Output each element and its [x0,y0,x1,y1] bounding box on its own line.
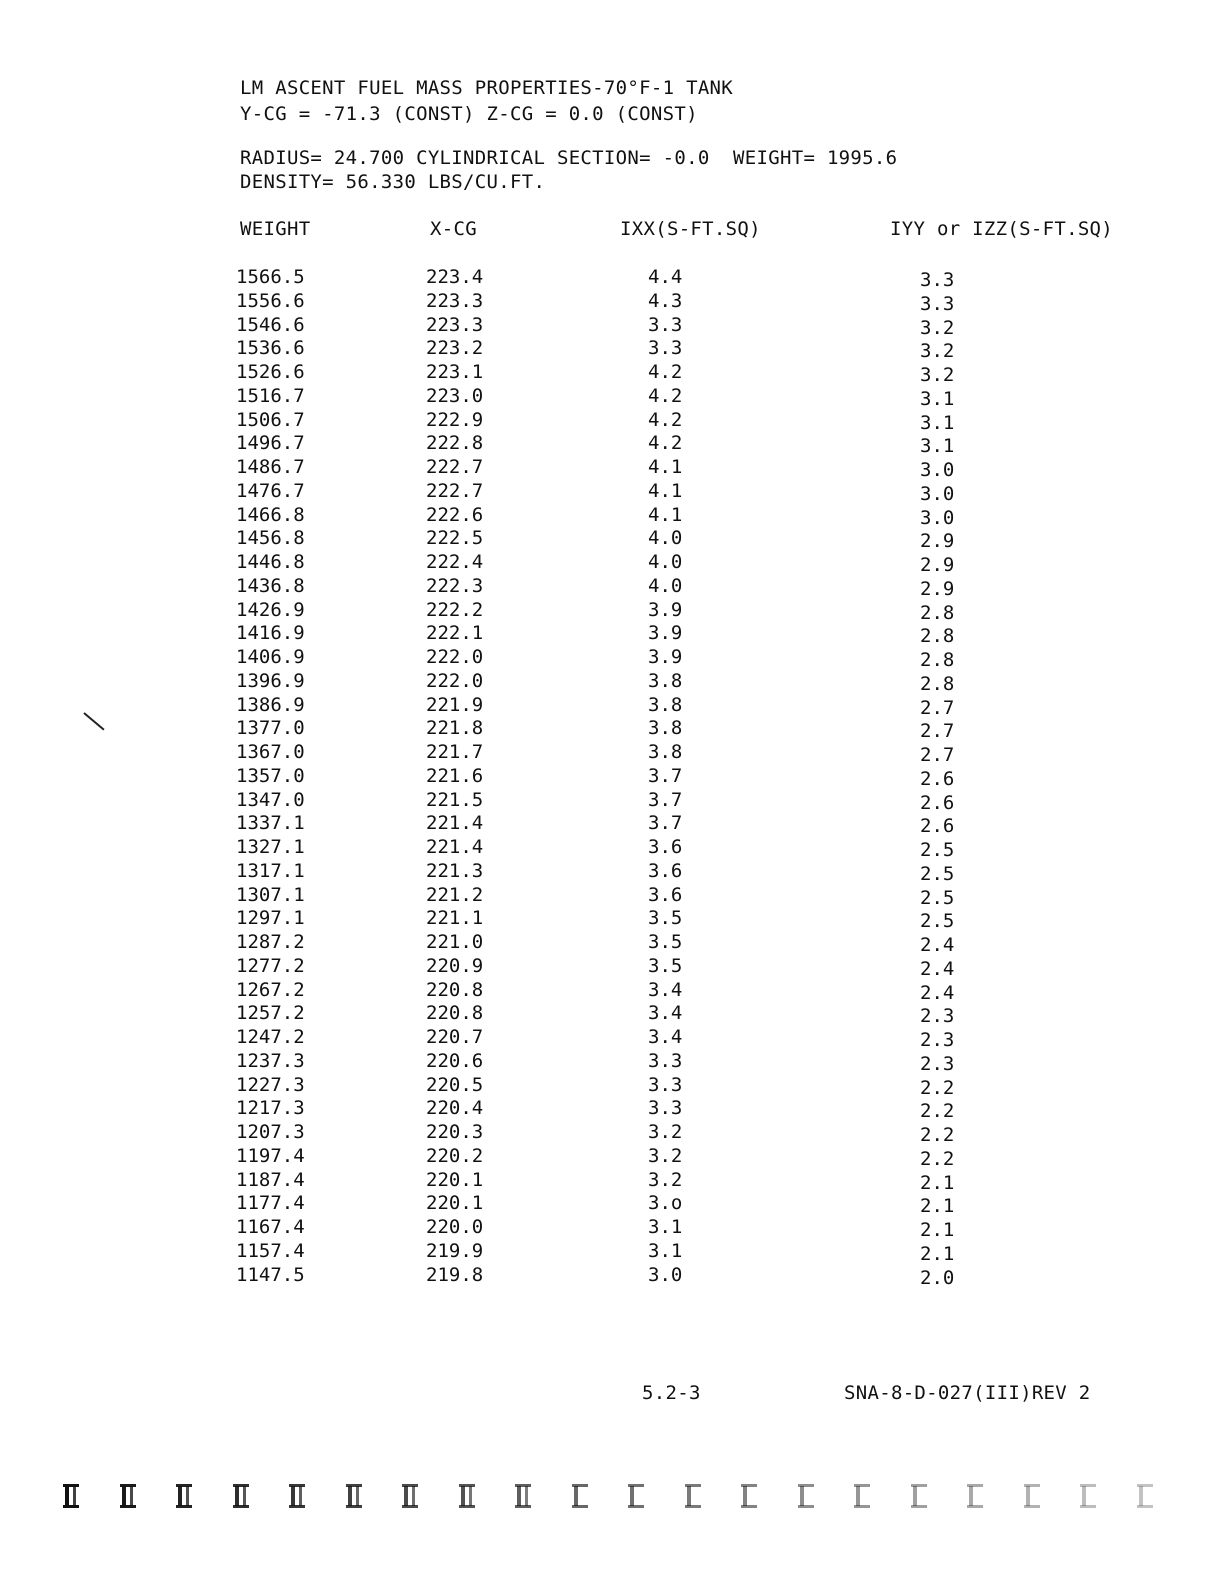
cell-weight: 1416.9 [236,622,305,645]
cell-weight: 1466.8 [236,503,305,526]
cell-iyy: 2.2 [920,1100,955,1123]
cell-weight: 1357.0 [236,764,305,787]
cell-iyy: 2.8 [920,672,955,695]
cell-weight: 1456.8 [236,527,305,550]
cell-xcg: 220.7 [426,1026,484,1048]
scan-mark-icon [797,1482,815,1510]
cell-weight: 1536.6 [236,337,305,360]
cell-ixx: 3.9 [648,646,683,668]
parameters-line-density: DENSITY= 56.330 LBS/CU.FT. [240,171,546,193]
table-row [0,907,1220,931]
table-row [0,361,1220,385]
cell-weight: 1406.9 [236,646,305,668]
cell-ixx: 4.1 [648,479,683,502]
table-row [0,884,1220,908]
cell-weight: 1277.2 [236,954,305,977]
cell-ixx: 3.4 [648,1002,683,1025]
cell-ixx: 3.2 [648,1168,683,1191]
cell-weight: 1526.6 [236,361,305,383]
scan-mark-icon [62,1482,80,1510]
cell-ixx: 3.6 [648,883,683,906]
cell-ixx: 3.3 [648,313,683,336]
cell-xcg: 221.1 [426,907,484,930]
cell-xcg: 222.8 [426,432,484,455]
table-row [0,314,1220,338]
cell-weight: 1496.7 [236,432,305,455]
cell-weight: 1267.2 [236,978,305,1001]
cell-iyy: 2.4 [920,981,955,1004]
cell-ixx: 4.1 [648,503,683,526]
scan-mark-icon [345,1482,363,1510]
cell-iyy: 3.1 [920,411,955,434]
cell-weight: 1187.4 [236,1168,305,1191]
table-row [0,1240,1220,1264]
cell-weight: 1167.4 [236,1216,305,1238]
cell-xcg: 222.7 [426,479,484,502]
cell-weight: 1237.3 [236,1049,305,1072]
cell-xcg: 222.0 [426,646,484,668]
table-row [0,1026,1220,1050]
cell-ixx: 4.2 [648,384,683,407]
cell-ixx: 3.8 [648,669,683,692]
cell-ixx: 3.3 [648,1073,683,1096]
cell-xcg: 222.9 [426,408,484,431]
cell-ixx: 3.4 [648,1026,683,1048]
scan-mark-icon [232,1482,250,1510]
page-number: 5.2-3 [642,1382,701,1404]
cell-ixx: 4.4 [648,266,683,288]
cell-ixx: 3.8 [648,717,683,740]
cell-iyy: 3.2 [920,340,955,363]
cell-iyy: 3.0 [920,506,955,529]
cell-ixx: 3.0 [648,1263,683,1286]
table-row [0,860,1220,884]
table-row [0,1050,1220,1074]
cell-xcg: 223.0 [426,384,484,407]
cell-weight: 1367.0 [236,741,305,763]
cell-weight: 1546.6 [236,313,305,336]
cell-weight: 1476.7 [236,479,305,502]
table-row [0,1169,1220,1193]
cell-ixx: 4.3 [648,289,683,312]
cell-ixx: 3.o [648,1192,683,1215]
cell-iyy: 2.1 [920,1171,955,1194]
cell-xcg: 220.2 [426,1144,484,1167]
document-title: LM ASCENT FUEL MASS PROPERTIES-70°F-1 TANK [240,77,734,99]
table-row [0,266,1220,290]
cell-iyy: 2.7 [920,744,955,766]
table-row [0,789,1220,813]
cell-xcg: 220.4 [426,1097,484,1120]
cell-xcg: 221.6 [426,764,484,787]
cell-xcg: 221.0 [426,931,484,953]
column-header-ixx: IXX(S-FT.SQ) [620,218,761,240]
cell-xcg: 222.1 [426,622,484,645]
cell-xcg: 220.9 [426,954,484,977]
cell-xcg: 222.7 [426,456,484,478]
cell-weight: 1566.5 [236,266,305,288]
column-header-weight: WEIGHT [240,218,311,240]
cell-weight: 1317.1 [236,859,305,882]
document-id: SNA-8-D-027(III)REV 2 [844,1382,1091,1404]
cell-weight: 1287.2 [236,931,305,953]
cell-xcg: 222.6 [426,503,484,526]
cell-iyy: 2.4 [920,957,955,980]
cell-xcg: 220.8 [426,978,484,1001]
table-row [0,409,1220,433]
table-row [0,551,1220,575]
table-row [0,1192,1220,1216]
cell-xcg: 222.0 [426,669,484,692]
cell-xcg: 222.3 [426,574,484,597]
cell-ixx: 4.0 [648,527,683,550]
cell-iyy: 2.2 [920,1124,955,1146]
cell-xcg: 223.3 [426,313,484,336]
cell-xcg: 219.9 [426,1239,484,1262]
cell-ixx: 4.1 [648,456,683,478]
table-row [0,765,1220,789]
cell-ixx: 3.3 [648,337,683,360]
mass-properties-table [0,266,1220,1287]
cell-iyy: 3.0 [920,482,955,505]
cell-iyy: 2.5 [920,886,955,909]
cell-iyy: 2.2 [920,1076,955,1099]
cell-iyy: 3.1 [920,387,955,410]
scan-mark-icon [514,1482,532,1510]
cell-xcg: 223.4 [426,266,484,288]
scan-mark-icon [853,1482,871,1510]
column-header-iyy: IYY or IZZ(S-FT.SQ) [890,218,1114,240]
cell-weight: 1347.0 [236,788,305,811]
scan-edge-marks [0,1482,1220,1512]
scan-mark-icon [966,1482,984,1510]
scan-mark-icon [119,1482,137,1510]
cell-xcg: 223.2 [426,337,484,360]
cell-iyy: 2.6 [920,767,955,790]
cell-ixx: 3.5 [648,931,683,953]
cell-xcg: 222.5 [426,527,484,550]
table-row [0,836,1220,860]
cell-xcg: 222.4 [426,551,484,573]
cell-iyy: 2.9 [920,554,955,576]
table-row [0,456,1220,480]
cell-ixx: 3.6 [648,859,683,882]
scan-mark-icon [288,1482,306,1510]
cell-weight: 1396.9 [236,669,305,692]
column-header-xcg: X-CG [430,218,477,240]
table-row [0,1121,1220,1145]
cell-weight: 1147.5 [236,1263,305,1286]
cell-iyy: 2.6 [920,815,955,838]
cell-xcg: 220.6 [426,1049,484,1072]
cell-weight: 1436.8 [236,574,305,597]
cell-ixx: 3.2 [648,1121,683,1143]
cell-ixx: 4.2 [648,361,683,383]
cell-iyy: 2.7 [920,720,955,743]
table-row [0,1145,1220,1169]
table-row [0,1002,1220,1026]
table-row [0,337,1220,361]
table-row [0,1097,1220,1121]
cell-weight: 1177.4 [236,1192,305,1215]
cell-weight: 1157.4 [236,1239,305,1262]
cell-weight: 1486.7 [236,456,305,478]
cell-ixx: 3.3 [648,1049,683,1072]
table-row [0,599,1220,623]
table-row [0,575,1220,599]
cell-weight: 1556.6 [236,289,305,312]
cell-ixx: 4.0 [648,574,683,597]
cell-weight: 1227.3 [236,1073,305,1096]
scan-mark-icon [1023,1482,1041,1510]
cell-iyy: 2.2 [920,1147,955,1170]
cell-weight: 1247.2 [236,1026,305,1048]
cell-ixx: 4.2 [648,408,683,431]
cell-ixx: 3.6 [648,836,683,858]
cell-xcg: 221.7 [426,741,484,763]
cell-ixx: 3.7 [648,788,683,811]
document-subtitle: Y-CG = -71.3 (CONST) Z-CG = 0.0 (CONST) [240,103,698,125]
parameters-line-radius: RADIUS= 24.700 CYLINDRICAL SECTION= -0.0 WEIGHT= 1995.6 [240,147,898,169]
cell-ixx: 3.7 [648,764,683,787]
cell-weight: 1307.1 [236,883,305,906]
table-row [0,1216,1220,1240]
cell-ixx: 3.4 [648,978,683,1001]
cell-weight: 1506.7 [236,408,305,431]
cell-iyy: 2.9 [920,577,955,600]
scan-mark-icon [1079,1482,1097,1510]
cell-iyy: 2.1 [920,1242,955,1265]
cell-xcg: 221.9 [426,693,484,716]
cell-iyy: 3.1 [920,435,955,458]
cell-xcg: 222.2 [426,598,484,621]
cell-iyy: 2.5 [920,910,955,933]
cell-ixx: 3.2 [648,1144,683,1167]
scan-mark-icon [458,1482,476,1510]
cell-ixx: 3.1 [648,1239,683,1262]
table-row [0,979,1220,1003]
cell-iyy: 2.7 [920,696,955,719]
scan-mark-icon [684,1482,702,1510]
cell-xcg: 220.0 [426,1216,484,1238]
scan-mark-icon [571,1482,589,1510]
cell-iyy: 2.4 [920,934,955,956]
cell-xcg: 223.1 [426,361,484,383]
scan-mark-icon [740,1482,758,1510]
cell-iyy: 2.8 [920,649,955,671]
cell-weight: 1297.1 [236,907,305,930]
cell-weight: 1257.2 [236,1002,305,1025]
cell-ixx: 3.3 [648,1097,683,1120]
scan-mark-icon [627,1482,645,1510]
cell-iyy: 3.2 [920,316,955,339]
cell-xcg: 221.4 [426,836,484,858]
cell-xcg: 220.5 [426,1073,484,1096]
cell-xcg: 220.3 [426,1121,484,1143]
cell-weight: 1386.9 [236,693,305,716]
cell-xcg: 219.8 [426,1263,484,1286]
cell-weight: 1377.0 [236,717,305,740]
table-row [0,527,1220,551]
table-row [0,385,1220,409]
cell-iyy: 2.8 [920,625,955,648]
cell-ixx: 3.9 [648,598,683,621]
table-row [0,1264,1220,1288]
table-row [0,1074,1220,1098]
cell-weight: 1217.3 [236,1097,305,1120]
cell-xcg: 221.2 [426,883,484,906]
cell-weight: 1207.3 [236,1121,305,1143]
cell-iyy: 2.3 [920,1029,955,1051]
cell-iyy: 3.3 [920,292,955,315]
table-row [0,504,1220,528]
cell-iyy: 2.6 [920,791,955,814]
cell-ixx: 3.1 [648,1216,683,1238]
cell-iyy: 2.3 [920,1052,955,1075]
cell-iyy: 2.0 [920,1266,955,1289]
cell-ixx: 3.8 [648,741,683,763]
cell-xcg: 220.1 [426,1168,484,1191]
table-row [0,694,1220,718]
cell-iyy: 3.0 [920,459,955,481]
cell-iyy: 2.5 [920,862,955,885]
scan-mark-icon [401,1482,419,1510]
cell-xcg: 220.1 [426,1192,484,1215]
cell-weight: 1197.4 [236,1144,305,1167]
scan-mark-icon [175,1482,193,1510]
cell-xcg: 220.8 [426,1002,484,1025]
table-row [0,717,1220,741]
cell-weight: 1337.1 [236,812,305,835]
cell-iyy: 3.2 [920,364,955,386]
cell-iyy: 2.1 [920,1195,955,1218]
scan-mark-icon [910,1482,928,1510]
cell-xcg: 221.4 [426,812,484,835]
cell-weight: 1516.7 [236,384,305,407]
cell-ixx: 3.8 [648,693,683,716]
cell-ixx: 4.2 [648,432,683,455]
table-row [0,646,1220,670]
cell-weight: 1327.1 [236,836,305,858]
table-row [0,290,1220,314]
cell-iyy: 2.9 [920,530,955,553]
cell-ixx: 3.9 [648,622,683,645]
cell-iyy: 2.5 [920,839,955,861]
cell-ixx: 3.5 [648,954,683,977]
cell-ixx: 3.5 [648,907,683,930]
table-row [0,955,1220,979]
cell-iyy: 2.1 [920,1219,955,1241]
cell-xcg: 221.8 [426,717,484,740]
cell-ixx: 3.7 [648,812,683,835]
table-row [0,931,1220,955]
table-row [0,432,1220,456]
cell-iyy: 3.3 [920,269,955,291]
table-row [0,480,1220,504]
cell-xcg: 221.5 [426,788,484,811]
cell-weight: 1446.8 [236,551,305,573]
scan-mark-icon [1136,1482,1154,1510]
table-row [0,622,1220,646]
cell-weight: 1426.9 [236,598,305,621]
table-row [0,670,1220,694]
table-row [0,812,1220,836]
cell-xcg: 221.3 [426,859,484,882]
cell-iyy: 2.8 [920,601,955,624]
cell-iyy: 2.3 [920,1005,955,1028]
cell-xcg: 223.3 [426,289,484,312]
cell-ixx: 4.0 [648,551,683,573]
table-row [0,741,1220,765]
